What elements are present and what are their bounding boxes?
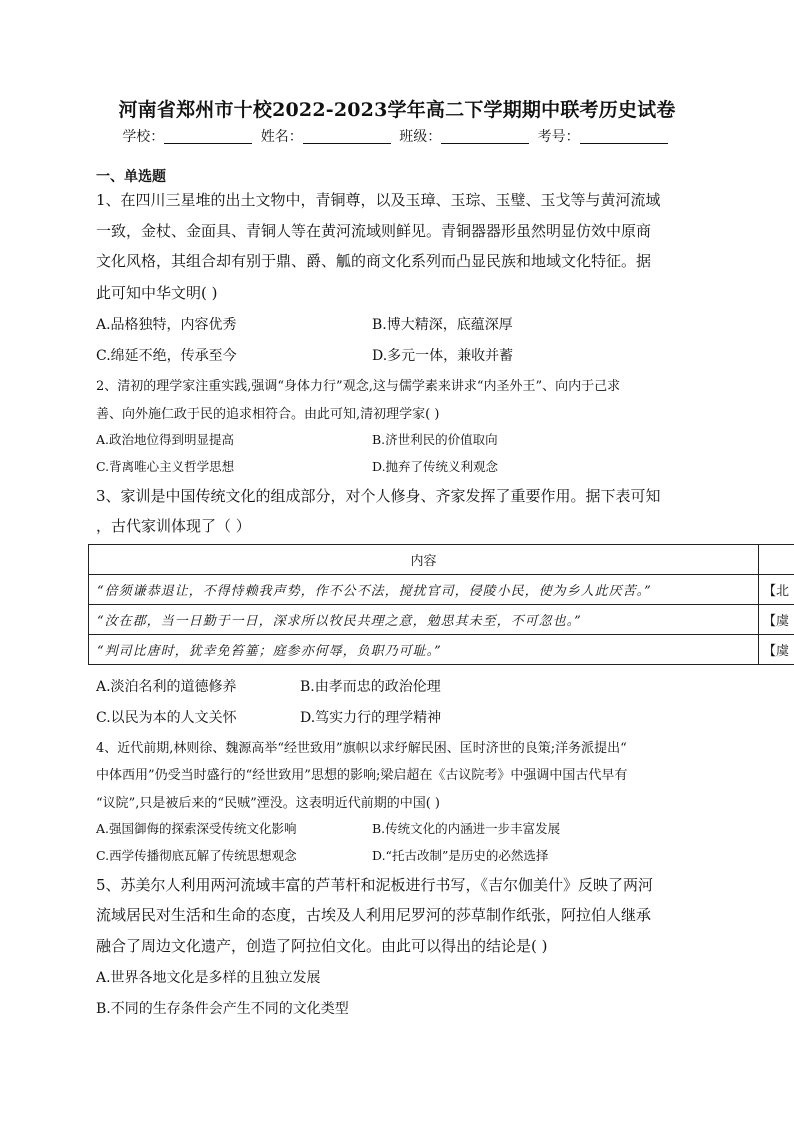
school-blank[interactable] bbox=[164, 129, 252, 144]
q3-option-b[interactable]: B.由孝而忠的政治伦理 bbox=[300, 679, 441, 695]
q3-option-c[interactable]: C.以民为本的人文关怀 bbox=[96, 710, 237, 726]
table-header-content: 内容 bbox=[89, 545, 759, 575]
table-cell-source: 【虞 bbox=[759, 635, 794, 665]
page-title: 河南省郑州市十校2022-2023学年高二下学期期中联考历史试卷 bbox=[118, 99, 676, 121]
q1-option-b[interactable]: B.博大精深，底蕴深厚 bbox=[372, 317, 513, 333]
q1-option-c[interactable]: C.绵延不绝，传承至今 bbox=[96, 348, 237, 364]
name-label: 姓名： bbox=[260, 129, 303, 145]
q1-line: 1、在四川三星堆的出土文物中，青铜尊，以及玉璋、玉琮、玉璧、玉戈等与黄河流域 bbox=[96, 191, 661, 209]
q3-line: ，古代家训体现了（ ） bbox=[96, 517, 251, 535]
table-header-row bbox=[89, 545, 794, 575]
q4-line: 中体西用”仍受当时盛行的“经世致用”思想的影响;梁启超在《古议院考》中强调中国古代早有 bbox=[96, 768, 628, 783]
q1-line: 文化风格，其组合却有别于鼎、爵、觚的商文化系列而凸显民族和地域文化特征。据 bbox=[96, 252, 652, 270]
table-row bbox=[89, 635, 794, 665]
q4-line: 4、近代前期,林则徐、魏源高举“经世致用”旗帜以求纾解民困、匡时济世的良策;洋务派提出“ bbox=[96, 741, 627, 756]
q5-option-b[interactable]: B.不同的生存条件会产生不同的文化类型 bbox=[96, 1001, 349, 1017]
section-heading: 一、单选题 bbox=[96, 169, 166, 185]
table-cell-content: “倍须谦恭退让，不得恃赖我声势，作不公不法，搅扰官司，侵陵小民，使为乡人此厌苦。” bbox=[89, 575, 759, 605]
q3-option-a[interactable]: A.淡泊名利的道德修养 bbox=[96, 679, 237, 695]
table-cell-source: 【北 bbox=[759, 575, 794, 605]
q2-option-d[interactable]: D.抛弃了传统义利观念 bbox=[372, 459, 499, 474]
exam-number-label: 考号： bbox=[537, 129, 580, 145]
q2-line: 2、清初的理学家注重实践,强调“身体力行”观念,这与儒学素来讲求“内圣外王”、向内于己求 bbox=[96, 379, 621, 394]
q4-option-b[interactable]: B.传统文化的内涵进一步丰富发展 bbox=[372, 821, 561, 836]
q1-line: 此可知中华文明( ) bbox=[96, 284, 218, 302]
q4-option-d[interactable]: D.“托古改制”是历史的必然选择 bbox=[372, 848, 549, 863]
q2-option-c[interactable]: C.背离唯心主义哲学思想 bbox=[96, 459, 235, 474]
table-cell-source: 【虞 bbox=[759, 605, 794, 635]
family-instruction-table bbox=[88, 544, 794, 665]
q2-option-b[interactable]: B.济世利民的价值取向 bbox=[372, 432, 498, 447]
q3-line: 3、家训是中国传统文化的组成部分，对个人修身、齐家发挥了重要作用。据下表可知 bbox=[96, 487, 661, 505]
class-blank[interactable] bbox=[441, 129, 529, 144]
q4-line: “议院”,只是被后来的“民贼”湮没。这表明近代前期的中国( ) bbox=[96, 796, 440, 811]
exam-number-blank[interactable] bbox=[580, 129, 668, 144]
table-cell-content: “判司比唐时，犹幸免笞箠；庭参亦何辱，负职乃可耻。” bbox=[89, 635, 759, 665]
q4-option-c[interactable]: C.西学传播彻底瓦解了传统思想观念 bbox=[96, 848, 297, 863]
q5-line: 5、苏美尔人利用两河流域丰富的芦苇杆和泥板进行书写，《吉尔伽美什》反映了两河 bbox=[96, 876, 654, 894]
school-label: 学校： bbox=[122, 129, 165, 145]
q2-option-a[interactable]: A.政治地位得到明显提高 bbox=[96, 432, 235, 447]
table-cell-content: “汝在郡，当一日勤于一日，深求所以牧民共理之意，勉思其未至，不可忽也。” bbox=[89, 605, 759, 635]
q5-line: 融合了周边文化遗产，创造了阿拉伯文化。由此可以得出的结论是( ) bbox=[96, 937, 548, 955]
q5-option-a[interactable]: A.世界各地文化是多样的且独立发展 bbox=[96, 970, 321, 986]
q1-line: 一致，金杖、金面具、青铜人等在黄河流域则鲜见。青铜器器形虽然明显仿效中原商 bbox=[96, 222, 652, 240]
q3-option-d[interactable]: D.笃实力行的理学精神 bbox=[300, 710, 442, 726]
q1-option-d[interactable]: D.多元一体，兼收并蓄 bbox=[372, 348, 514, 364]
q4-option-a[interactable]: A.强国御侮的探索深受传统文化影响 bbox=[96, 821, 297, 836]
student-info-row bbox=[0, 126, 794, 146]
name-blank[interactable] bbox=[303, 129, 391, 144]
table-row bbox=[89, 575, 794, 605]
table-row bbox=[89, 605, 794, 635]
q1-option-a[interactable]: A.品格独特，内容优秀 bbox=[96, 317, 237, 333]
q5-line: 流域居民对生活和生命的态度，古埃及人利用尼罗河的莎草制作纸张，阿拉伯人继承 bbox=[96, 906, 652, 924]
table-header-source bbox=[759, 545, 794, 575]
class-label: 班级： bbox=[399, 129, 442, 145]
q2-line: 善、向外施仁政于民的追求相符合。由此可知,清初理学家( ) bbox=[96, 407, 440, 422]
